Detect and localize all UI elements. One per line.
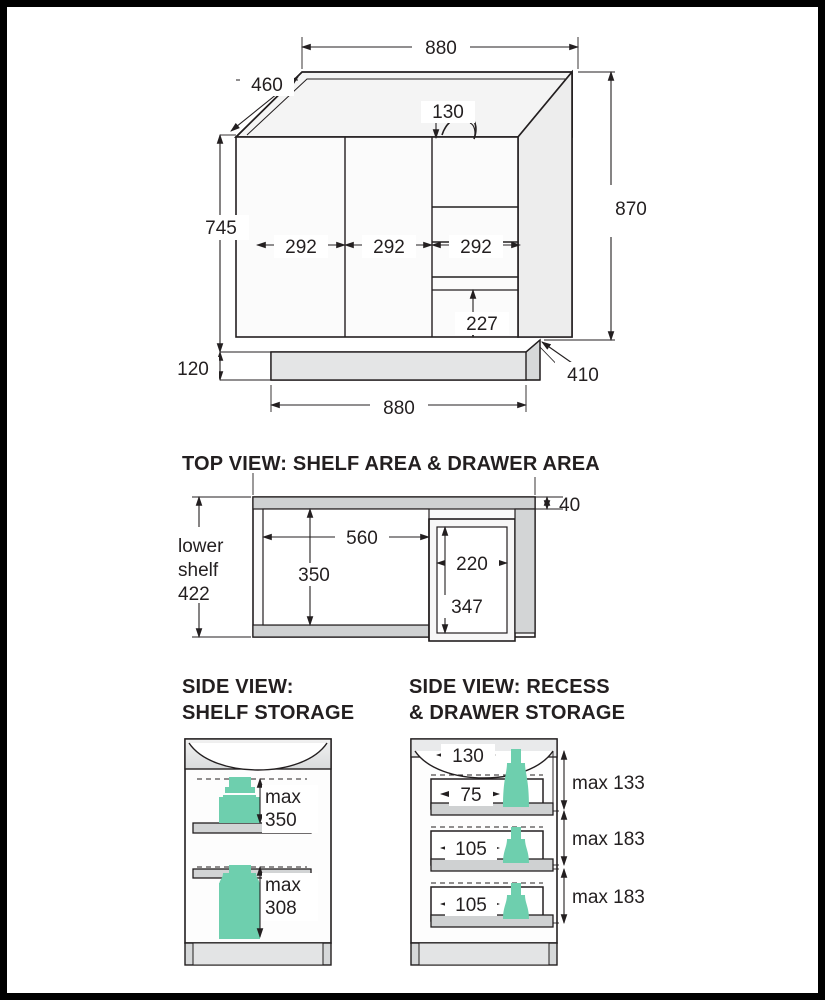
dim-shelf-upper-max-1: max (265, 787, 301, 808)
dim-front-width-bottom: 880 (383, 398, 415, 419)
label-lower-shelf-1: lower (178, 536, 224, 557)
heading-side-recess-2: & DRAWER STORAGE (409, 702, 626, 724)
heading-side-recess-1: SIDE VIEW: RECESS (409, 676, 610, 698)
top-view (171, 473, 580, 641)
dim-drawer-width: 220 (456, 554, 488, 575)
dim-back-gap: 40 (559, 495, 581, 516)
label-lower-shelf-3: 422 (178, 584, 210, 605)
dim-shelf-depth: 350 (298, 565, 330, 586)
dim-overall-height: 870 (615, 199, 647, 220)
dim-shelf-width: 560 (346, 528, 378, 549)
dim-drawer-height: 227 (466, 314, 498, 335)
dim-cabinet-height: 745 (205, 218, 237, 239)
dim-basin-recess: 130 (432, 102, 464, 123)
dim-door-width-2: 292 (373, 237, 405, 258)
dim-drawer1-max: max 133 (572, 773, 645, 794)
front-perspective-view (167, 35, 659, 419)
label-lower-shelf-2: shelf (178, 560, 219, 581)
dim-door-width-3: 292 (460, 237, 492, 258)
dim-drawer1-height: 75 (460, 785, 482, 806)
heading-side-shelf-1: SIDE VIEW: (182, 676, 294, 698)
bottle-icon-lower (219, 865, 260, 939)
dim-drawer-depth: 347 (451, 597, 483, 618)
dim-shelf-lower-max-1: max (265, 875, 301, 896)
drawing-canvas (7, 7, 818, 993)
dim-front-width-top: 880 (425, 38, 457, 59)
side-view-shelf-storage (185, 739, 331, 965)
heading-top-view: TOP VIEW: SHELF AREA & DRAWER AREA (182, 453, 600, 475)
dim-drawer3-height: 105 (455, 895, 487, 916)
dim-door-width-1: 292 (285, 237, 317, 258)
dim-recess-depth: 130 (452, 746, 484, 767)
heading-side-shelf-2: SHELF STORAGE (182, 702, 355, 724)
dim-shelf-upper-max-2: 350 (265, 810, 297, 831)
dim-front-depth-bottom: 410 (567, 365, 599, 386)
dim-plinth-height: 120 (177, 359, 209, 380)
dim-front-depth-top: 460 (251, 75, 283, 96)
dim-drawer2-height: 105 (455, 839, 487, 860)
dim-shelf-lower-max-2: 308 (265, 898, 297, 919)
dim-drawer3-max: max 183 (572, 887, 645, 908)
side-view-recess-drawer-storage (411, 739, 645, 965)
dim-drawer2-max: max 183 (572, 829, 645, 850)
